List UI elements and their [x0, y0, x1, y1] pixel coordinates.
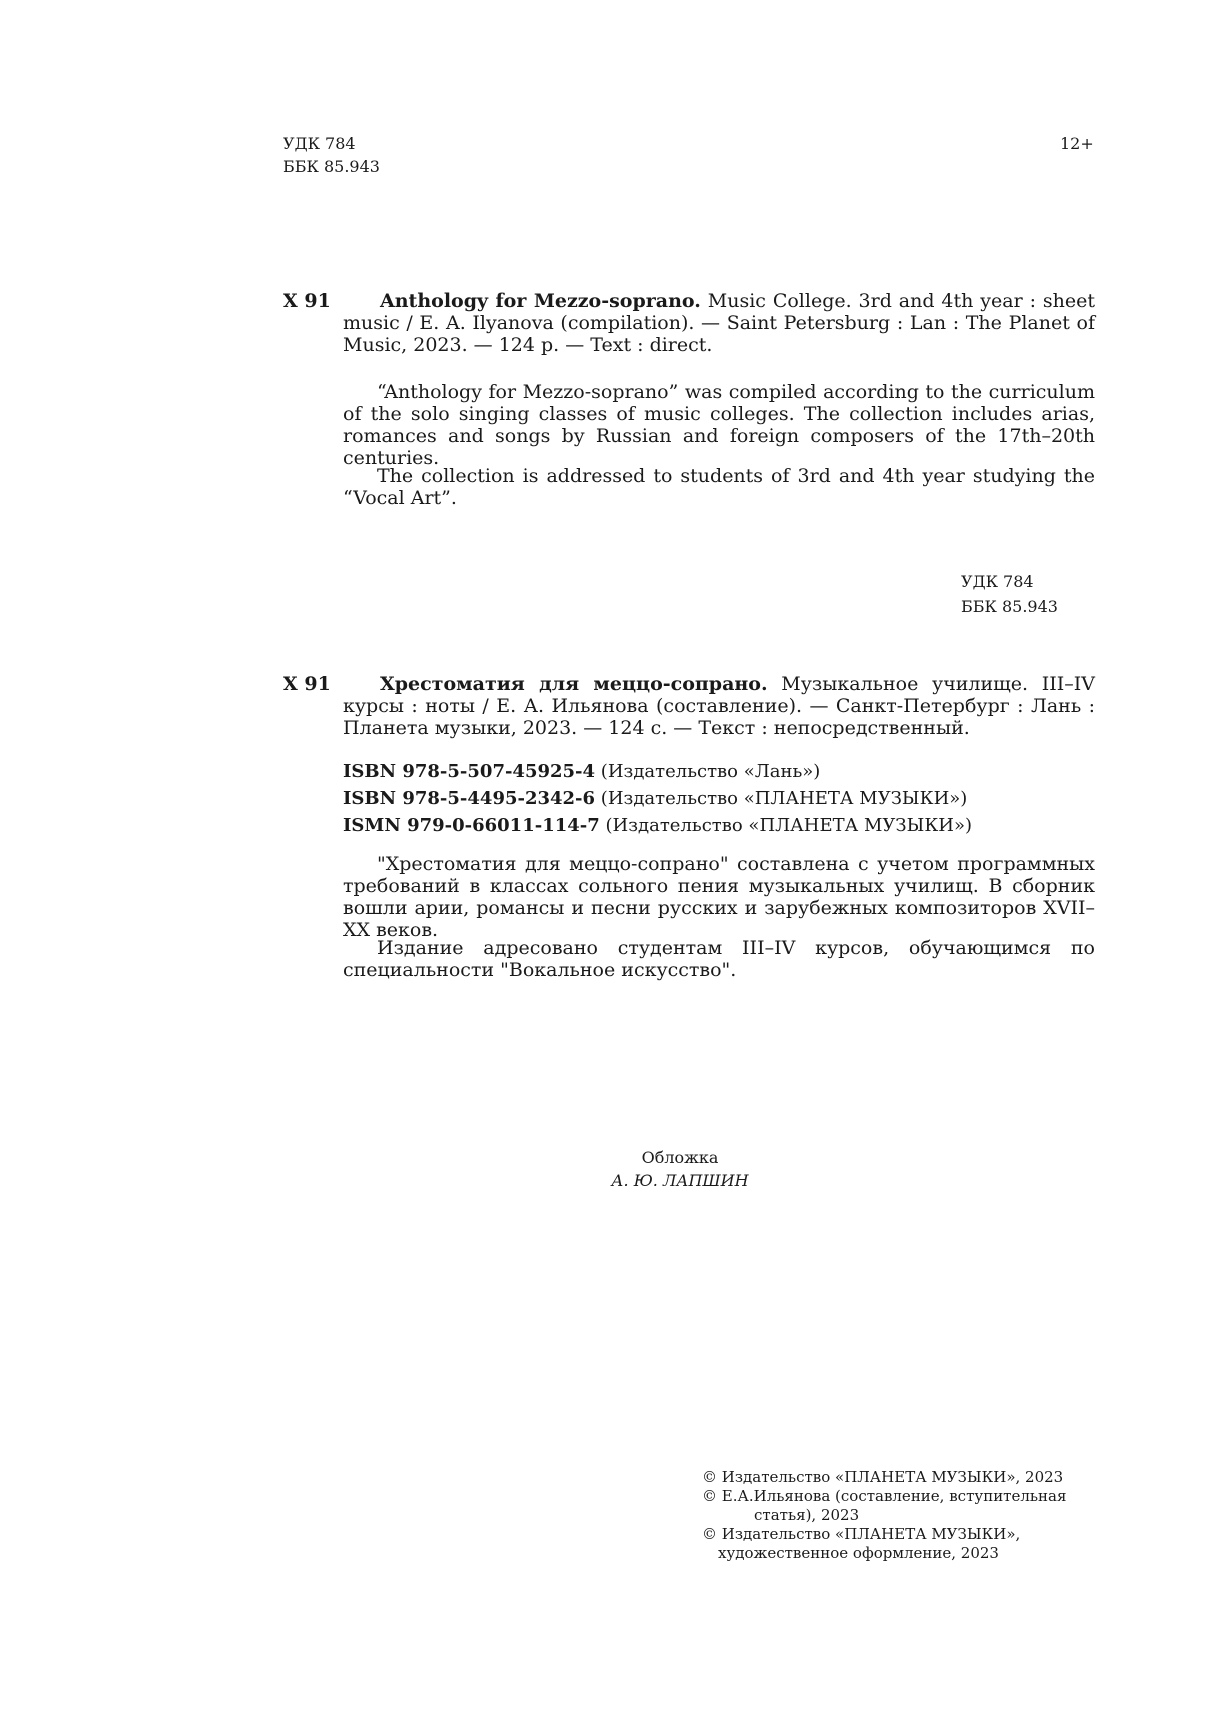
udk-code-right: УДК 784	[961, 572, 1034, 591]
russian-abstract-p1: "Хрестоматия для меццо-сопрано" составлена с учетом программных требований в классах сольного пения музыкальных училищ. В сборник вошли арии, романсы и песни русских и зарубежных композиторов XVII–XX веков.	[343, 853, 1095, 941]
english-abstract-p1: “Anthology for Mezzo-soprano” was compiled according to the curriculum of the solo singing classes of music colleges. The collection includes arias, romances and songs by Russian and foreign composers of the 17th–20th centuries.	[343, 381, 1095, 469]
udk-code: УДК 784	[283, 134, 356, 153]
russian-bibliography-rest: Музыкальное училище. III–IV курсы : ноты / Е. А. Ильянова (составление). — Санкт-Петербург : Лань : Планета музыки, 2023. — 124 с. — Текст : непосредственный.	[343, 673, 1095, 739]
bbk-code-right: ББК 85.943	[961, 597, 1058, 616]
russian-abstract-p2: Издание адресовано студентам III–IV курсов, обучающимся по специальности "Вокальное искусство".	[343, 937, 1095, 981]
age-rating: 12+	[1060, 134, 1094, 153]
isbn-row: ISBN 978-5-507-45925-4 (Издательство «Лань»)	[343, 761, 821, 782]
russian-bibliography	[343, 673, 1095, 739]
copyright-line: © Издательство «ПЛАНЕТА МУЗЫКИ», 2023	[702, 1468, 1064, 1486]
bbk-code: ББК 85.943	[283, 157, 380, 176]
ismn-row: ISMN 979-0-66011-114-7 (Издательство «ПЛАНЕТА МУЗЫКИ»)	[343, 815, 973, 836]
copyright-line: © Издательство «ПЛАНЕТА МУЗЫКИ», художественное оформление, 2023	[702, 1525, 1021, 1562]
isbn-row: ISBN 978-5-4495-2342-6 (Издательство «ПЛАНЕТА МУЗЫКИ»)	[343, 788, 968, 809]
copyright-block	[702, 1468, 1102, 1563]
cover-credit	[580, 1146, 780, 1192]
right-classification	[961, 570, 1058, 618]
english-abstract-p2: The collection is addressed to students of 3rd and 4th year studying the “Vocal Art”.	[343, 465, 1095, 509]
cover-designer: А. Ю. ЛАПШИН	[611, 1171, 749, 1190]
english-entry-code: Х 91	[283, 290, 331, 312]
english-title: Anthology for Mezzo-soprano.	[380, 290, 701, 312]
english-bibliography	[343, 290, 1095, 356]
top-classification	[283, 132, 380, 178]
russian-title: Хрестоматия для меццо-сопрано.	[380, 673, 768, 695]
english-bibliography-rest: Music College. 3rd and 4th year : sheet music / E. A. Ilyanova (compilation). — Saint Petersburg : Lan : The Planet of Music, 2023. — 124 p. — Text : direct.	[343, 290, 1095, 356]
copyright-line: © Е.А.Ильянова (составление, вступительная статья), 2023	[702, 1487, 1067, 1524]
russian-entry-code: Х 91	[283, 673, 331, 695]
isbn-list	[343, 758, 972, 839]
cover-label: Обложка	[641, 1148, 719, 1167]
